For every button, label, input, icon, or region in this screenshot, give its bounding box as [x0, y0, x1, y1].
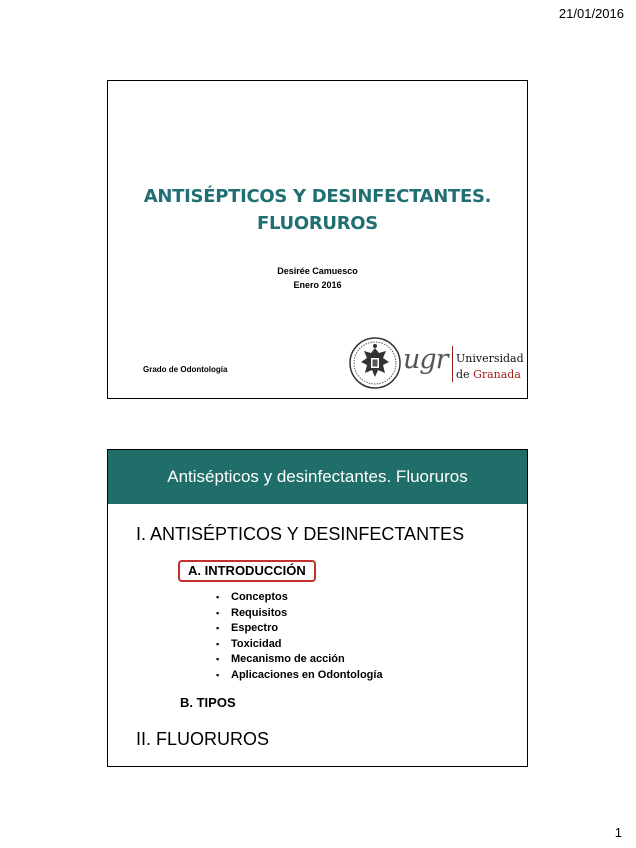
slide-title-heading: [108, 183, 527, 237]
list-item: ▪ Aplicaciones en Odontología: [216, 668, 383, 684]
slide-title: [107, 80, 528, 399]
intro-topic-list: [216, 590, 383, 684]
logo-divider: [452, 346, 453, 382]
page-number: 1: [614, 825, 622, 840]
subsection-tipos: B. TIPOS: [180, 695, 236, 710]
university-name-granada: Granada: [473, 368, 521, 381]
handout-date: 21/01/2016: [558, 6, 624, 21]
list-item: ▪ Espectro: [216, 621, 383, 637]
author-block: [108, 264, 527, 292]
degree-label: Grado de Odontología: [143, 365, 228, 374]
slide-header: Antisépticos y desinfectantes. Fluoruros: [108, 450, 527, 504]
list-item: ▪ Toxicidad: [216, 637, 383, 653]
university-name-prefix: de: [456, 368, 474, 381]
section-fluoruros: II. FLUORUROS: [136, 729, 270, 749]
title-line-2: FLUORUROS: [257, 213, 378, 234]
university-logo: [348, 336, 523, 390]
author-name: Desirée Camuesco: [277, 266, 358, 276]
university-seal-icon: [348, 336, 402, 390]
list-item: ▪ Requisitos: [216, 606, 383, 622]
presentation-date: Enero 2016: [293, 280, 342, 290]
slide-outline: [107, 449, 528, 767]
title-line-1: ANTISÉPTICOS Y DESINFECTANTES.: [143, 186, 492, 207]
subsection-introduccion: A. INTRODUCCIÓN: [178, 560, 316, 582]
ugr-mark: ugr: [403, 344, 448, 375]
section-antisepticos: I. ANTISÉPTICOS Y DESINFECTANTES: [136, 524, 465, 544]
university-name-line2: [456, 368, 521, 381]
university-name-line1: Universidad: [456, 352, 524, 365]
list-item: ▪ Mecanismo de acción: [216, 652, 383, 668]
list-item: ▪ Conceptos: [216, 590, 383, 606]
